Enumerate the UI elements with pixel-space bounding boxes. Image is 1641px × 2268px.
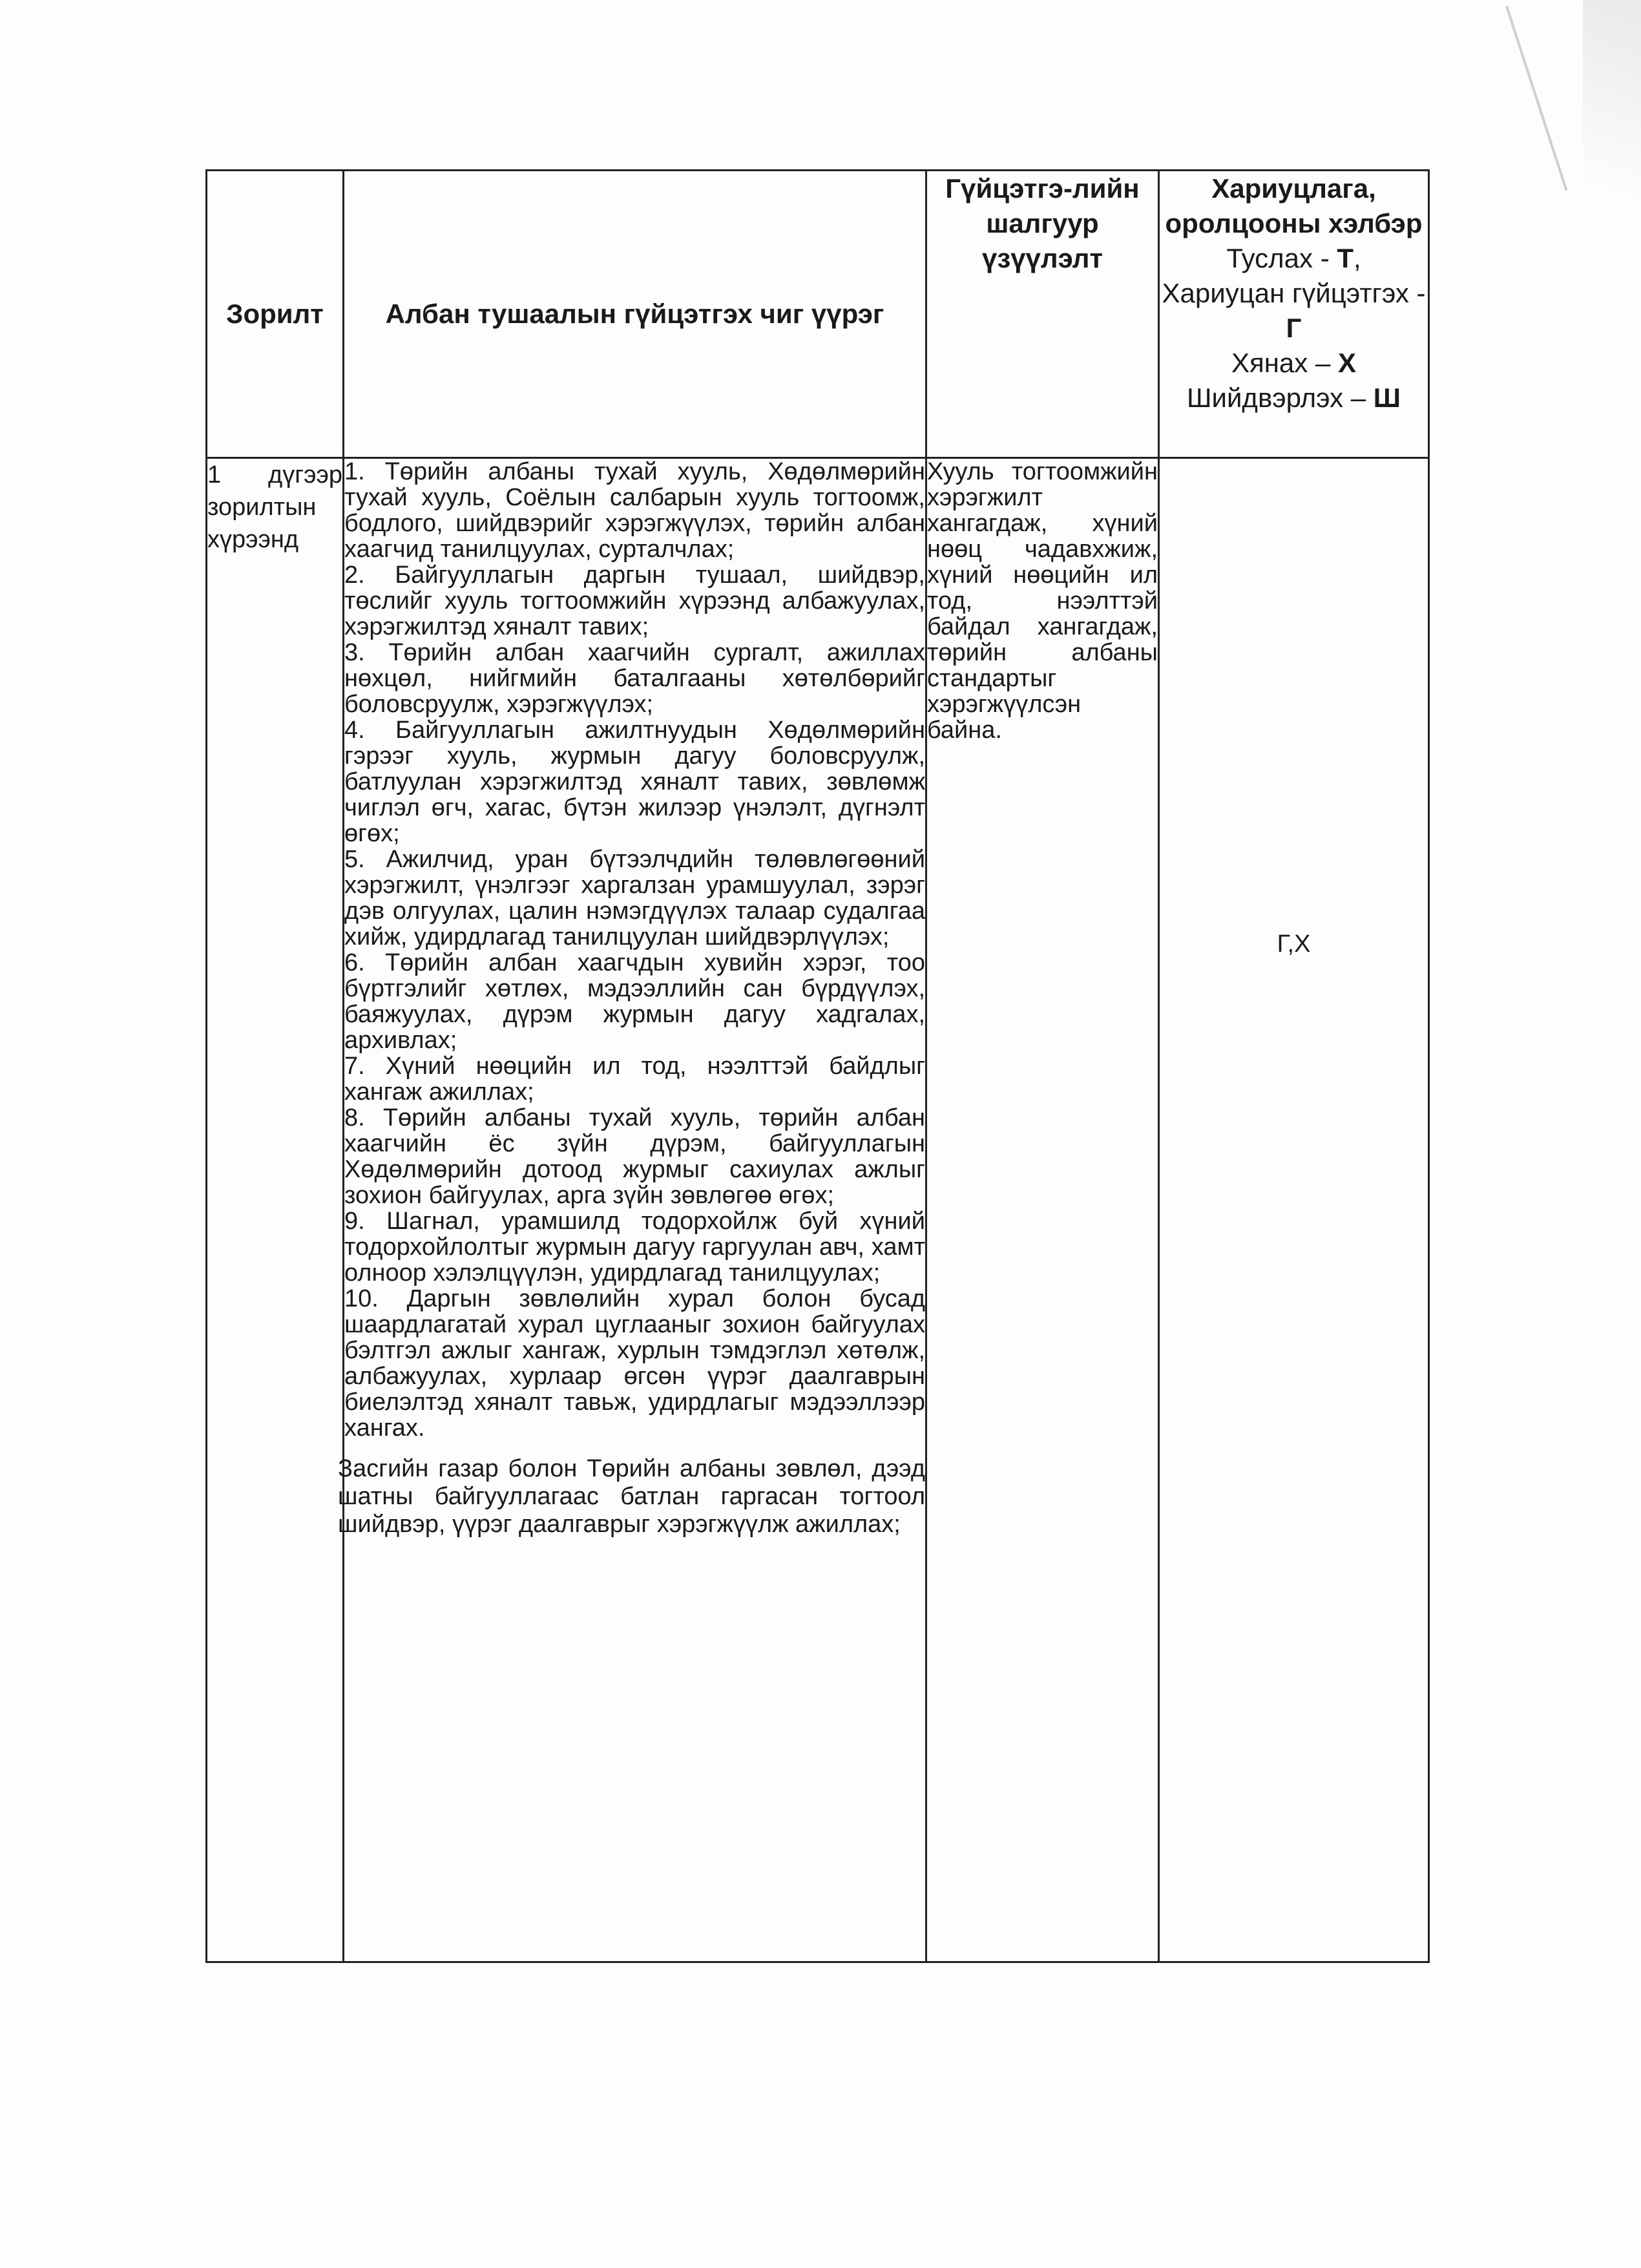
header-responsibility-form (1159, 171, 1429, 458)
duty-item: 5. Ажилчид, уран бүтээлчдийн төлөвлөгөөний хэрэгжилт, үнэлгээг харгалзан урамшуулал, зэрэг дэв олгуулах, цалин нэмэгдүүлэх талаар судалгаа хийж, удирдлагад танилцуулан шийдвэрлүүлэх; (344, 846, 925, 950)
role-line-assist: Туслах - Т, (1226, 243, 1361, 273)
duty-item: 6. Төрийн албан хаагчдын хувийн хэрэг, тоо бүртгэлийг хөтлөх, мэдээллийн сан бүрдүүлэх, баяжуулах, дүрэм журмын дагуу хадгалах, архивлах; (344, 949, 925, 1054)
scan-artifact (1505, 6, 1568, 191)
criteria-cell: Хууль тогтоомжийн хэрэгжилт хангагдаж, хүний нөөц чадавхжиж, хүний нөөцийн ил тод, нээлттэй байдал хангагдаж, төрийн албаны стандартыг хэрэгжүүлсэн байна. (926, 458, 1159, 1962)
form-value: Г,Х (1277, 930, 1311, 958)
goal-text: зорилтын хүрээнд (207, 494, 317, 553)
duties-table (205, 169, 1430, 1963)
duty-item: 9. Шагнал, урамшилд тодорхойлж буй хүний тодорхойлолтыг журмын дагуу гаргуулан авч, хамт олноор хэлэлцүүлэн, удирдлагад танилцуулах; (344, 1208, 925, 1286)
scan-shadow (1583, 0, 1641, 271)
duty-item: 3. Төрийн албан хаагчийн сургалт, ажиллах нөхцөл, нийгмийн баталгааны хөтөлбөрийг боловсруулж, хэрэгжүүлэх; (344, 639, 925, 718)
role-line-decide: Шийдвэрлэх – Ш (1187, 383, 1401, 413)
header-row (207, 171, 1429, 458)
goal-first-line: 1 дүгээр (207, 461, 342, 488)
duties-cell (338, 458, 926, 1962)
duty-extra: Засгийн газар болон Төрийн албаны зөвлөл, дээд шатны байгууллагаас батлан гаргасан тогтоол шийдвэр, үүрэг даалгаврыг хэрэгжүүлж ажиллах; (338, 1455, 925, 1538)
duty-item: 10. Даргын зөвлөлийн хурал болон бусад шаардлагатай хурал цуглааныг зохион байгуулах бэлтгэл ажлыг хангаж, хурлын тэмдэглэл хөтөлж, албажуулах, хурлаар өгсөн үүрэг даалгаврын биелэлтэд хяналт тавьж, удирдлагыг мэдээллээр хангах. (344, 1285, 925, 1442)
role-line-execute: Хариуцан гүйцэтгэх - Г (1162, 278, 1426, 343)
header-goal: Зорилт (207, 171, 344, 458)
table-row (207, 458, 1429, 1962)
form-cell (1159, 458, 1429, 1962)
duty-item: 1. Төрийн албаны тухай хууль, Хөдөлмөрийн тухай хууль, Соёлын салбарын хууль тогтоомж, бодлого, шийдвэрийг хэрэгжүүлэх, төрийн албан хаагчид танилцуулах, сурталчлах; (344, 458, 925, 563)
header-duties: Албан тушаалын гүйцэтгэх чиг үүрэг (344, 171, 926, 458)
role-line-control: Хянах – Х (1231, 348, 1357, 378)
duty-item: 4. Байгууллагын ажилтнуудын Хөдөлмөрийн гэрээг хууль, журмын дагуу боловсруулж, батлуулан хэрэгжилтэд хяналт тавих, зөвлөмж чиглэл өгч, хагас, бүтэн жилээр үнэлэлт, дүгнэлт өгөх; (344, 717, 925, 847)
header-criteria: Гүйцэтгэ-лийн шалгуур үзүүлэлт (926, 171, 1159, 458)
duty-item: 8. Төрийн албаны тухай хууль, төрийн албан хаагчийн ёс зүйн дүрэм, байгууллагын Хөдөлмөрийн дотоод журмыг сахиулах ажлыг зохион байгуулах, арга зүйн зөвлөгөө өгөх; (344, 1104, 925, 1209)
duty-item: 2. Байгууллагын даргын тушаал, шийдвэр, төслийг хууль тогтоомжийн хүрээнд албажуулах, хэрэгжилтэд хяналт тавих; (344, 562, 925, 640)
form-title: Хариуцлага, оролцооны хэлбэр (1165, 173, 1423, 238)
duty-item: 7. Хүний нөөцийн ил тод, нээлттэй байдлыг хангаж ажиллах; (344, 1053, 925, 1106)
goal-cell (207, 458, 344, 1962)
